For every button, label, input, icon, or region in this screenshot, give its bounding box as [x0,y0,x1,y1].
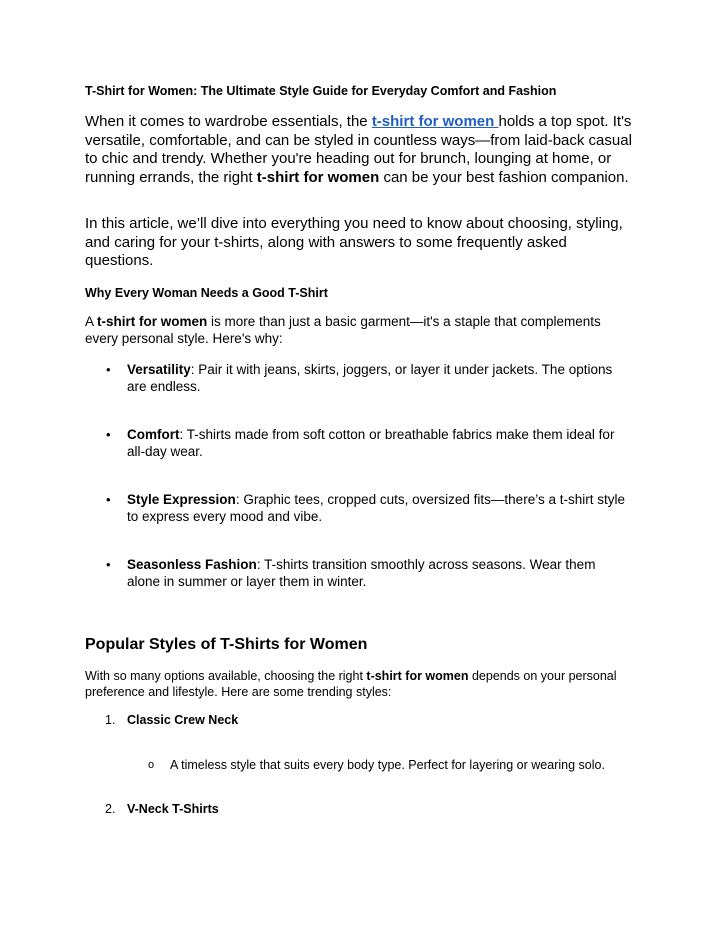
popular-styles-heading: Popular Styles of T-Shirts for Women [85,636,368,653]
list-label: Classic Crew Neck [127,713,239,727]
bullet-desc: : T-shirts made from soft cotton or breathable fabrics make them ideal for all-day wear. [127,427,615,459]
bullet-text [127,361,627,395]
bullet-term: Style Expression [127,492,236,507]
bullet-term: Seasonless Fashion [127,557,257,572]
list-number: 2. [105,802,116,816]
article-title: T-Shirt for Women: The Ultimate Style Guide for Everyday Comfort and Fashion [85,84,557,98]
popular-text-1: With so many options available, choosing the right [85,669,367,683]
why-text-2: is more than just a basic garment—it's a staple that complements every personal style. Here's why: [85,314,601,346]
why-bold: t-shirt for women [97,314,208,329]
intro-text-3: can be your best fashion companion. [379,168,629,186]
bullet-term: Versatility [127,362,191,377]
list-number: 1. [105,713,116,727]
bullet-text [127,556,627,590]
t-shirt-for-women-link[interactable]: t-shirt for women [371,113,499,130]
intro-paragraph-2: In this article, we’ll dive into everything you need to know about choosing, styling, and caring for your t-shirts, along with answers to some frequently asked questions. [85,215,623,269]
sub-list-text: A timeless style that suits every body type. Perfect for layering or wearing solo. [170,758,605,772]
intro-bold: t-shirt for women [256,168,380,186]
bullet-icon: • [106,427,111,442]
bullet-text [127,426,627,460]
why-paragraph [85,313,637,347]
bullet-icon: • [106,492,111,507]
intro-paragraph [85,113,637,187]
why-text-1: A [85,314,98,329]
popular-text-2: depends on your personal preference and lifestyle. Here are some trending styles: [85,669,617,699]
bullet-desc: : Pair it with jeans, skirts, joggers, or layer it under jackets. The options are endless. [127,362,613,394]
bullet-desc: : Graphic tees, cropped cuts, oversized fits—there’s a t-shirt style to express every mood and vibe. [127,492,625,524]
bullet-desc: : T-shirts transition smoothly across seasons. Wear them alone in summer or layer them in winter. [127,557,596,589]
popular-bold: t-shirt for women [366,669,469,683]
intro-text-2: holds a top spot. It's versatile, comfortable, and can be styled in countless ways—from laid-back casual to chic and trendy. Whether you're heading out for brunch, lounging at home, or running errands, the right [85,113,632,186]
bullet-icon: • [106,362,111,377]
list-label: V-Neck T-Shirts [127,802,219,816]
intro-text-1: When it comes to wardrobe essentials, the [85,113,372,130]
why-heading: Why Every Woman Needs a Good T-Shirt [85,286,328,300]
bullet-term: Comfort [127,427,180,442]
bullet-text [127,491,627,525]
hollow-circle-bullet-icon: o [148,759,155,771]
popular-paragraph [85,668,645,700]
bullet-icon: • [106,557,111,572]
